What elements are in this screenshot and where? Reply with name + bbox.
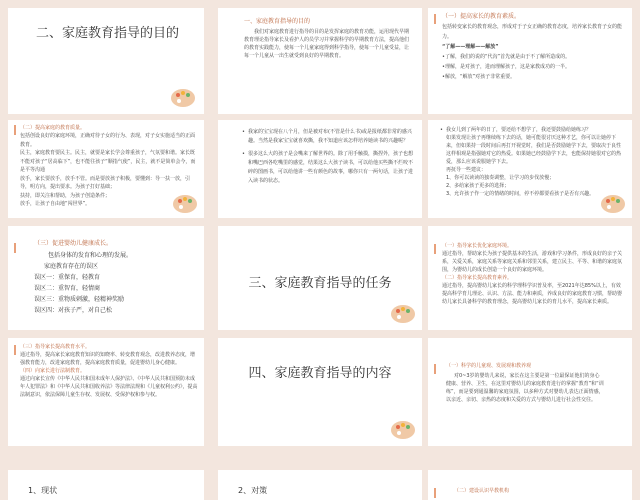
slide-10[interactable] xyxy=(8,338,204,446)
text-line: 误区三：重物质刺激，轻精神奖励 xyxy=(34,296,125,303)
palette-icon xyxy=(390,302,416,324)
accent-bar xyxy=(14,125,16,135)
slide-heading: （一）指导家长优化家庭环境。 xyxy=(442,243,513,249)
text-line: “了解——理解——解放” xyxy=(442,44,499,50)
text-line: 放手，让孩子自由地“闯世界”。 xyxy=(20,201,91,207)
text-line: 包括身体的发育和心理的发展。 xyxy=(48,252,133,259)
slide-7[interactable] xyxy=(8,226,204,330)
text-line: •理解，是对孩子，进而理解孩子，这是家教成功的一半。 xyxy=(442,64,570,70)
text-line: 3、允许孩子作一定的情绪的时间，停不停都要看孩子是否有兴趣。 xyxy=(446,191,595,197)
slide-title: 四、家庭教育指导的内容 xyxy=(248,366,392,381)
slide-title: 二、家庭教育指导的目的 xyxy=(36,26,180,41)
slide-heading: 1、现状 xyxy=(28,486,58,495)
accent-bar xyxy=(14,243,16,253)
accent-bar xyxy=(434,364,436,374)
slide-heading: 一、家庭教育指导的目的 xyxy=(244,18,311,25)
accent-bar xyxy=(434,244,436,254)
text-line: 再抚导一些建议： xyxy=(446,167,487,173)
slide-title: 三、家庭教育指导的任务 xyxy=(248,276,392,291)
text-line: • 很多这么大的孩子是会嘴来了解世界的。除了用手触摸，撕捏外，孩子也想和嘴巴西各吃嘴里的感觉，结果这么大孩子读书，可以给他买些撕不烂咬不碎的图画书，可以给他讲一些有颜色的故事，哪你只有一两句话，让孩子进入读书的状态。 xyxy=(248,150,414,186)
slide-15[interactable] xyxy=(428,470,632,500)
text-line: 包括创设良好的家庭环境，正确对待子女的行为、表现，对子女实施适当的正面教育。 xyxy=(20,133,196,148)
text-line: 如果发现让孩子再继续练下去的话，她可能很讨厌这种才艺，你可以让她停下来，但如果持一段时间后再打开视觉时，我们是否鼓励她学下去，要取决于良性这样相观是指强她对它的热爱。如果她已经鼓励学下去，也能保持她很对它的热爱，那么应该说服她学下去。 xyxy=(446,135,622,165)
slide-1[interactable] xyxy=(8,8,204,114)
slide-5[interactable] xyxy=(218,120,422,218)
text-line: 扶持，即关注和帮助，为孩子创造条件； xyxy=(20,192,111,199)
slide-heading: （二）提高家庭的教育质量。 xyxy=(20,125,86,131)
text-line: 家庭教育存在的误区 xyxy=(44,263,99,270)
palette-icon xyxy=(390,418,416,440)
text-line: • 我家的宝宝现在八个月，但是被对布(不管是什么书)或是报纸都非常的感兴趣。当然是我家宝宝就喜欢撕，我不知道应该怎样培养她读书的兴趣呢？ xyxy=(248,128,414,146)
text-line: 通过指导，帮助家长为孩子提供基本的生活，游戏和学习条件，形成良好的亲子关系，关爱关系，家庭关系等家庭关系和邻里关系，建立民主、平等、和谐的家庭氛围，为婴幼儿的成长创造一个良好的家庭环境。 xyxy=(442,251,623,273)
slide-heading: （一）科学的儿童观、发展观和教养观 xyxy=(446,363,532,369)
slide-heading: 2、对策 xyxy=(238,486,268,495)
accent-bar xyxy=(14,345,16,355)
slide-body: 对0~3岁的婴幼儿来说，家长在这主要是第一位最保证他们的身心健康、营养、卫生，在这里对婴幼儿的家庭教育进行的掌握“教育”和“训练”，而是要到通温馨的家庭氛围，以多种方式对婴幼儿表达正面情感，以亲近、亲切、亲热的态度和关爱的方式与婴幼儿进行社会性交往。 xyxy=(446,373,604,403)
palette-icon xyxy=(170,86,196,108)
text-line: 误区四：对孩子严，对自己松 xyxy=(34,307,113,314)
slide-heading: （三）促进婴幼儿健康成长。 xyxy=(34,240,113,247)
palette-icon xyxy=(172,192,198,214)
text-line: • 我女儿到了两年的日了，要还给不想学了，我还要鼓励给她练习？ xyxy=(446,126,624,134)
text-line: 放手，家长要放手，放手不管。而是要放孩子积极，要懂到：导一扶一放，引导，明方向，提出要求。为孩子打好基础； xyxy=(20,175,191,190)
slide-14[interactable] xyxy=(218,470,422,500)
text-line: 通过指导，提高婴幼儿家长的科学理科学识普及率，至2021年达85%以上，有效提高科学育儿理论、认识、方法、能力和素质，养成良好的家庭教育习惯，帮助婴幼儿家长具备科学的教育理念，提高婴幼儿家长的育儿水平，提高家长素质。 xyxy=(442,283,623,305)
slide-8[interactable] xyxy=(218,226,422,330)
text-line: （二）指导家长提高教育素养。 xyxy=(442,275,513,281)
text-line: •解放，“解放”对孩子非常重要。 xyxy=(442,74,516,80)
text-line: 民主，家庭教育要民主。民主，就要是家长学会尊重孩子，气氛要和谐。家长既不能对孩子“居高临下”，也不能往孩子“顺指气使”，民主，就不是简单会今，而是平等沟通 xyxy=(20,150,196,173)
palette-icon xyxy=(600,192,626,214)
slide-3[interactable] xyxy=(428,8,632,114)
text-line: 误区二：重智育，轻情商 xyxy=(34,285,101,292)
slide-12[interactable] xyxy=(428,338,632,446)
accent-bar xyxy=(434,14,436,24)
text-line: 1、你可以读读的独奏调整，让学习的步伐放慢； xyxy=(446,175,555,181)
slide-heading: （一）提高家长的教育素质。 xyxy=(442,13,521,20)
slide-body: 我们对家庭教育进行指导的目的是发挥家庭的教育功能，运用现代早期教育理论指导家长及看护人的员学习并掌握科学的早期教育方法，提高他们的教育实践能力，使每一个儿童家庭得到科学指导，使每一个儿童受益，让每一个儿童从一出生就受到良好的早期教育。 xyxy=(244,29,410,59)
slide-9[interactable] xyxy=(428,226,632,330)
slide-13[interactable] xyxy=(8,470,204,500)
text-line: 误区一：重保育，轻教育 xyxy=(34,274,101,281)
accent-bar xyxy=(434,488,436,498)
text-line: 包括转变家长的教育观念，形成对于子女正确的教育态度，培养家长教育子女的能力。 xyxy=(442,24,623,40)
slide-4[interactable] xyxy=(8,120,204,218)
text-line: •了解，我们的说的“代沟”首先就是由于不了解所造成的。 xyxy=(442,54,571,60)
slide-6[interactable] xyxy=(428,120,632,218)
text-line: （四）向家长进行法制教育。 xyxy=(20,368,86,374)
slide-heading: （二）建设认识早教机构 xyxy=(454,488,510,494)
text-line: 通过向家长宣传《中华人民共和国未成年人保护法》、《中华人民共和国预防未成年人犯罪法》和《中华人民共和国收养法》等法律法规和《儿童权利公约》，提高法制意识，依法保障儿童生存权、发展权、受保护权和参与权。 xyxy=(20,376,198,398)
slide-heading: （三）指导家长提高教育水平。 xyxy=(20,344,91,350)
text-line: 通过指导，提高家长家庭教育知识的知晓率、转变教育观念，改进教养态度，增强教育能力，改进家庭教育，提高家庭教育质量，促进婴幼儿身心健康。 xyxy=(20,352,196,366)
slide-2[interactable] xyxy=(218,8,422,114)
slide-11[interactable] xyxy=(218,338,422,446)
text-line: 2、多给家孩子更多的选择； xyxy=(446,183,510,189)
